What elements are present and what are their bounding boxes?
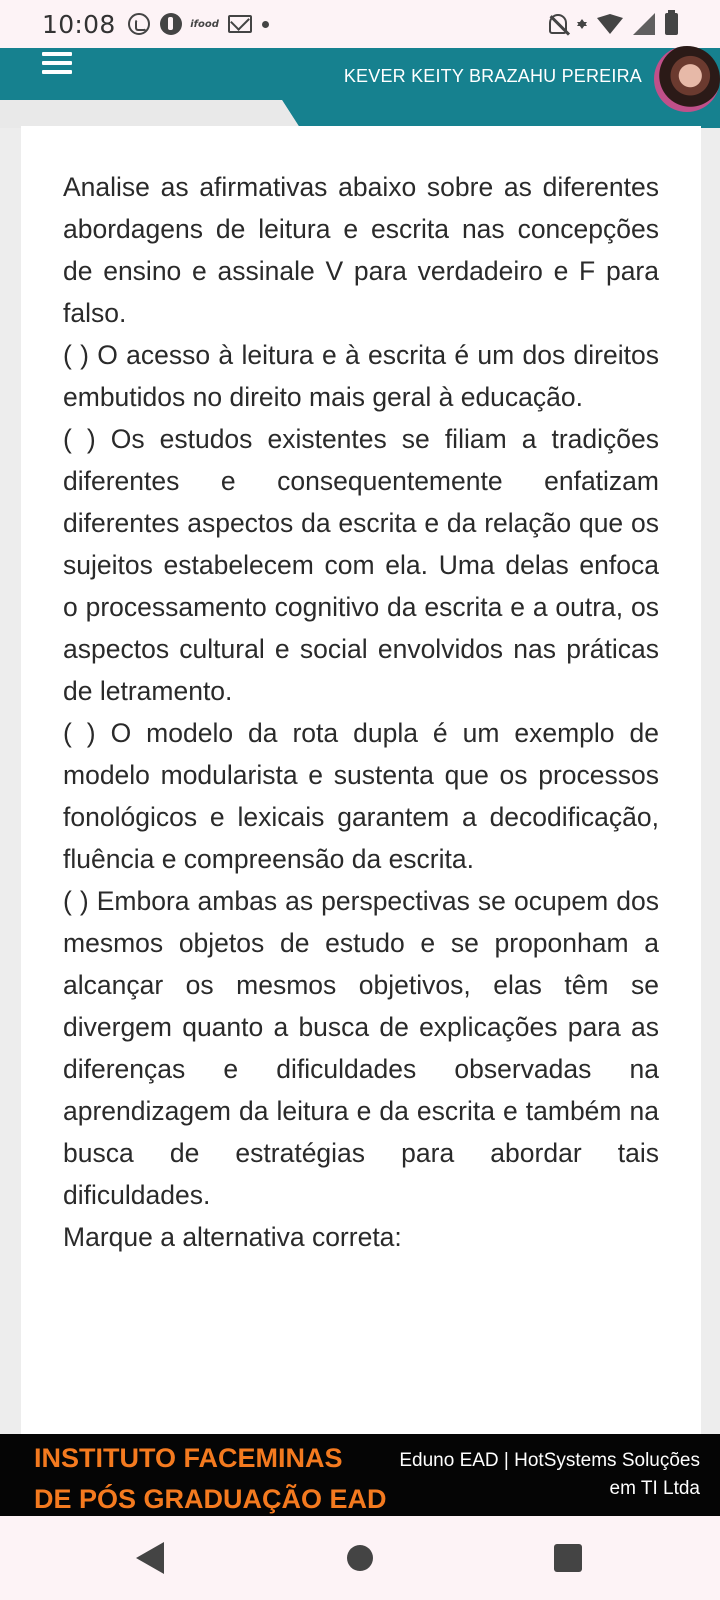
status-time: 10:08	[42, 9, 116, 39]
question-card	[21, 126, 701, 1434]
statement-3: ( ) O modelo da rota dupla é um exemplo de modelo modularista e sustenta que os processos fonológicos e lexicais garantem a decodificação, fluência e compreensão da escrita.	[63, 718, 659, 874]
statement-4: ( ) Embora ambas as perspectivas se ocupem dos mesmos objetos de estudo e se proponham a alcançar os mesmos objetivos, elas têm se divergem quanto a busca de explicações para as diferenças e dificuldades observadas na aprendizagem da leitura e da escrita e também na busca de estratégias para abordar tais dificuldades.	[63, 886, 659, 1210]
menu-button[interactable]	[42, 52, 72, 74]
institute-line-1: INSTITUTO FACEMINAS	[34, 1443, 343, 1473]
app-header	[0, 0, 720, 86]
home-icon[interactable]	[347, 1545, 373, 1571]
avatar[interactable]	[654, 46, 720, 112]
question-intro: Analise as afirmativas abaixo sobre as diferentes abordagens de leitura e escrita nas concepções de ensino e assinale V para verdadeiro e F para falso.	[63, 172, 659, 328]
menu-bar-icon	[42, 70, 72, 74]
navigation-bar	[0, 1516, 720, 1600]
question-prompt: Marque a alternativa correta:	[63, 1222, 402, 1252]
back-icon[interactable]	[136, 1542, 164, 1574]
user-name[interactable]: KEVER KEITY BRAZAHU PEREIRA	[343, 66, 642, 86]
menu-bar-icon	[42, 52, 72, 56]
footer-institute	[34, 1438, 387, 1520]
ifood-icon: ifood	[190, 18, 219, 30]
footer	[0, 1434, 720, 1516]
question-text	[63, 166, 659, 1258]
institute-line-2: DE PÓS GRADUAÇÃO EAD	[34, 1484, 387, 1514]
header-background	[0, 0, 720, 130]
statement-1: ( ) O acesso à leitura e à escrita é um dos direitos embutidos no direito mais geral à educação.	[63, 340, 659, 412]
recents-icon[interactable]	[554, 1544, 582, 1572]
statement-2: ( ) Os estudos existentes se filiam a tradições diferentes e consequentemente enfatizam diferentes aspectos da escrita e da relação que os sujeitos estabelecem com ela. Uma delas enfoca o processamento cognitivo da escrita e a outra, os aspectos cultural e social envolvidos nas práticas de letramento.	[63, 424, 659, 706]
menu-bar-icon	[42, 61, 72, 65]
footer-credits: Eduno EAD | HotSystems Soluções em TI Ltda	[399, 1450, 700, 1499]
